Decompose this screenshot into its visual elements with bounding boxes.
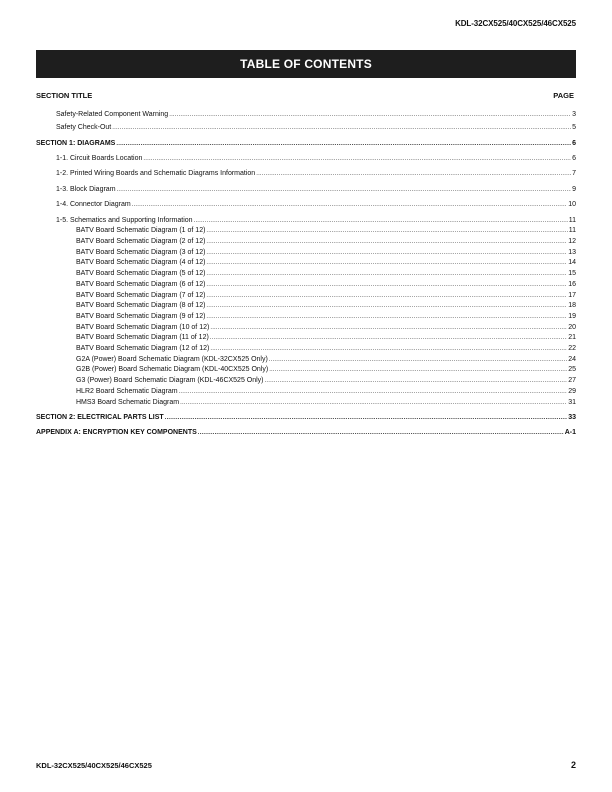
toc-title-bar [36,50,576,78]
dot-leader [112,123,571,134]
toc-entry-page: 3 [572,111,576,118]
page-title: TABLE OF CONTENTS [240,57,372,71]
dot-leader [206,248,567,259]
dot-leader [206,269,567,280]
toc-entry-page: 11 [568,216,576,224]
dot-leader [206,301,567,312]
toc-entry-page: 16 [568,280,576,288]
toc-list [36,110,576,439]
toc-entry[interactable] [36,355,576,366]
toc-entry[interactable] [36,365,576,376]
footer-page-number: 2 [570,760,576,770]
toc-entry[interactable] [36,398,576,409]
dot-leader [206,258,567,269]
toc-entry-page: 17 [568,291,576,299]
toc-entry[interactable] [36,123,576,134]
toc-entry[interactable] [36,269,576,280]
footer-model-number: KDL-32CX525/40CX525/46CX525 [36,761,152,770]
dot-leader [143,154,571,165]
toc-entry-page: 27 [568,377,576,385]
toc-entry-title: BATV Board Schematic Diagram (8 of 12) [76,302,206,310]
toc-entry[interactable] [36,216,576,227]
toc-entry-page: 13 [568,248,576,256]
toc-entry-title: 1-2. Printed Wiring Boards and Schematic Diagrams Information [56,170,256,178]
column-headings [36,91,574,100]
toc-entry[interactable] [36,248,576,259]
toc-entry-title: BATV Board Schematic Diagram (12 of 12) [76,345,210,353]
toc-entry-page: 9 [572,185,576,193]
toc-entry-page: 11 [568,227,576,235]
dot-leader [256,169,571,180]
toc-entry-page: 7 [572,170,576,178]
dot-leader [265,376,568,387]
toc-entry[interactable] [36,280,576,291]
toc-entry-title: BATV Board Schematic Diagram (7 of 12) [76,291,206,299]
dot-leader [269,365,567,376]
toc-entry[interactable] [36,301,576,312]
toc-entry-page: 15 [568,270,576,278]
toc-entry-title: HLR2 Board Schematic Diagram [76,387,178,395]
dot-leader [210,344,567,355]
dot-leader [180,398,567,409]
dot-leader [206,291,567,302]
toc-entry-title: G2A (Power) Board Schematic Diagram (KDL-32CX525 Only) [76,355,268,363]
toc-entry[interactable] [36,312,576,323]
toc-entry-title: 1-1. Circuit Boards Location [56,155,143,163]
dot-leader [165,413,568,424]
toc-entry[interactable] [36,200,576,211]
toc-entry-page: 6 [572,155,576,163]
dot-leader [132,200,568,211]
toc-entry[interactable] [36,387,576,398]
toc-entry-page: 31 [568,398,576,406]
section-title-heading: SECTION TITLE [36,91,93,100]
toc-entry-title: Safety-Related Component Warning [56,111,169,118]
toc-entry[interactable] [36,258,576,269]
dot-leader [169,110,571,121]
dot-leader [269,355,567,366]
toc-entry-page: 6 [572,139,576,147]
toc-entry-title: BATV Board Schematic Diagram (9 of 12) [76,312,206,320]
toc-entry-title: BATV Board Schematic Diagram (2 of 12) [76,238,206,246]
dot-leader [116,139,571,150]
toc-entry[interactable] [36,291,576,302]
toc-entry-page: 19 [568,312,576,320]
dot-leader [194,216,568,227]
toc-entry-page: 14 [568,259,576,267]
dot-leader [206,312,567,323]
toc-entry[interactable] [36,323,576,334]
toc-entry-page: A-1 [564,429,576,437]
dot-leader [179,387,568,398]
page-heading: PAGE [553,91,574,100]
toc-entry-title: 1-4. Connector Diagram [56,201,131,209]
toc-entry-title: SECTION 2: ELECTRICAL PARTS LIST [36,413,164,421]
dot-leader [206,237,567,248]
toc-entry-title: 1-5. Schematics and Supporting Information [56,216,193,224]
toc-entry-title: G2B (Power) Board Schematic Diagram (KDL-40CX525 Only) [76,366,269,374]
toc-entry-page: 18 [568,302,576,310]
toc-entry[interactable] [36,344,576,355]
toc-entry-title: BATV Board Schematic Diagram (3 of 12) [76,248,206,256]
toc-entry[interactable] [36,226,576,237]
toc-entry[interactable] [36,154,576,165]
toc-entry-title: BATV Board Schematic Diagram (1 of 12) [76,227,206,235]
toc-entry-page: 25 [568,366,576,374]
toc-entry[interactable] [36,169,576,180]
toc-entry-page: 5 [572,124,576,132]
toc-entry[interactable] [36,333,576,344]
dot-leader [210,333,567,344]
toc-entry-title: BATV Board Schematic Diagram (4 of 12) [76,259,206,267]
toc-entry-title: G3 (Power) Board Schematic Diagram (KDL-46CX525 Only) [76,377,264,385]
toc-entry-page: 33 [568,413,576,421]
toc-entry[interactable] [36,185,576,196]
toc-entry[interactable] [36,110,576,121]
toc-entry-page: 29 [568,387,576,395]
toc-entry-page: 10 [568,201,576,209]
toc-entry-title: APPENDIX A: ENCRYPTION KEY COMPONENTS [36,429,197,437]
toc-entry-title: HMS3 Board Schematic Diagram [76,398,180,406]
dot-leader [117,185,572,196]
toc-entry[interactable] [36,428,576,439]
dot-leader [206,226,567,237]
toc-entry-page: 24 [568,355,576,363]
dot-leader [198,428,564,439]
header-model-number: KDL-32CX525/40CX525/46CX525 [455,19,576,28]
toc-entry-title: BATV Board Schematic Diagram (10 of 12) [76,323,210,331]
dot-leader [206,280,567,291]
toc-entry-page: 20 [568,323,576,331]
toc-entry-title: Safety Check-Out [56,124,112,132]
toc-entry[interactable] [36,376,576,387]
toc-entry[interactable] [36,413,576,424]
toc-entry-page: 21 [568,334,576,342]
toc-entry-title: BATV Board Schematic Diagram (11 of 12) [76,334,209,342]
toc-entry-page: 22 [568,345,576,353]
toc-entry-title: BATV Board Schematic Diagram (5 of 12) [76,270,206,278]
dot-leader [210,323,567,334]
toc-entry[interactable] [36,237,576,248]
toc-entry-title: SECTION 1: DIAGRAMS [36,139,116,147]
toc-entry-title: 1-3. Block Diagram [56,185,116,193]
toc-entry-title: BATV Board Schematic Diagram (6 of 12) [76,280,206,288]
toc-entry[interactable] [36,139,576,150]
toc-entry-page: 12 [568,238,576,246]
